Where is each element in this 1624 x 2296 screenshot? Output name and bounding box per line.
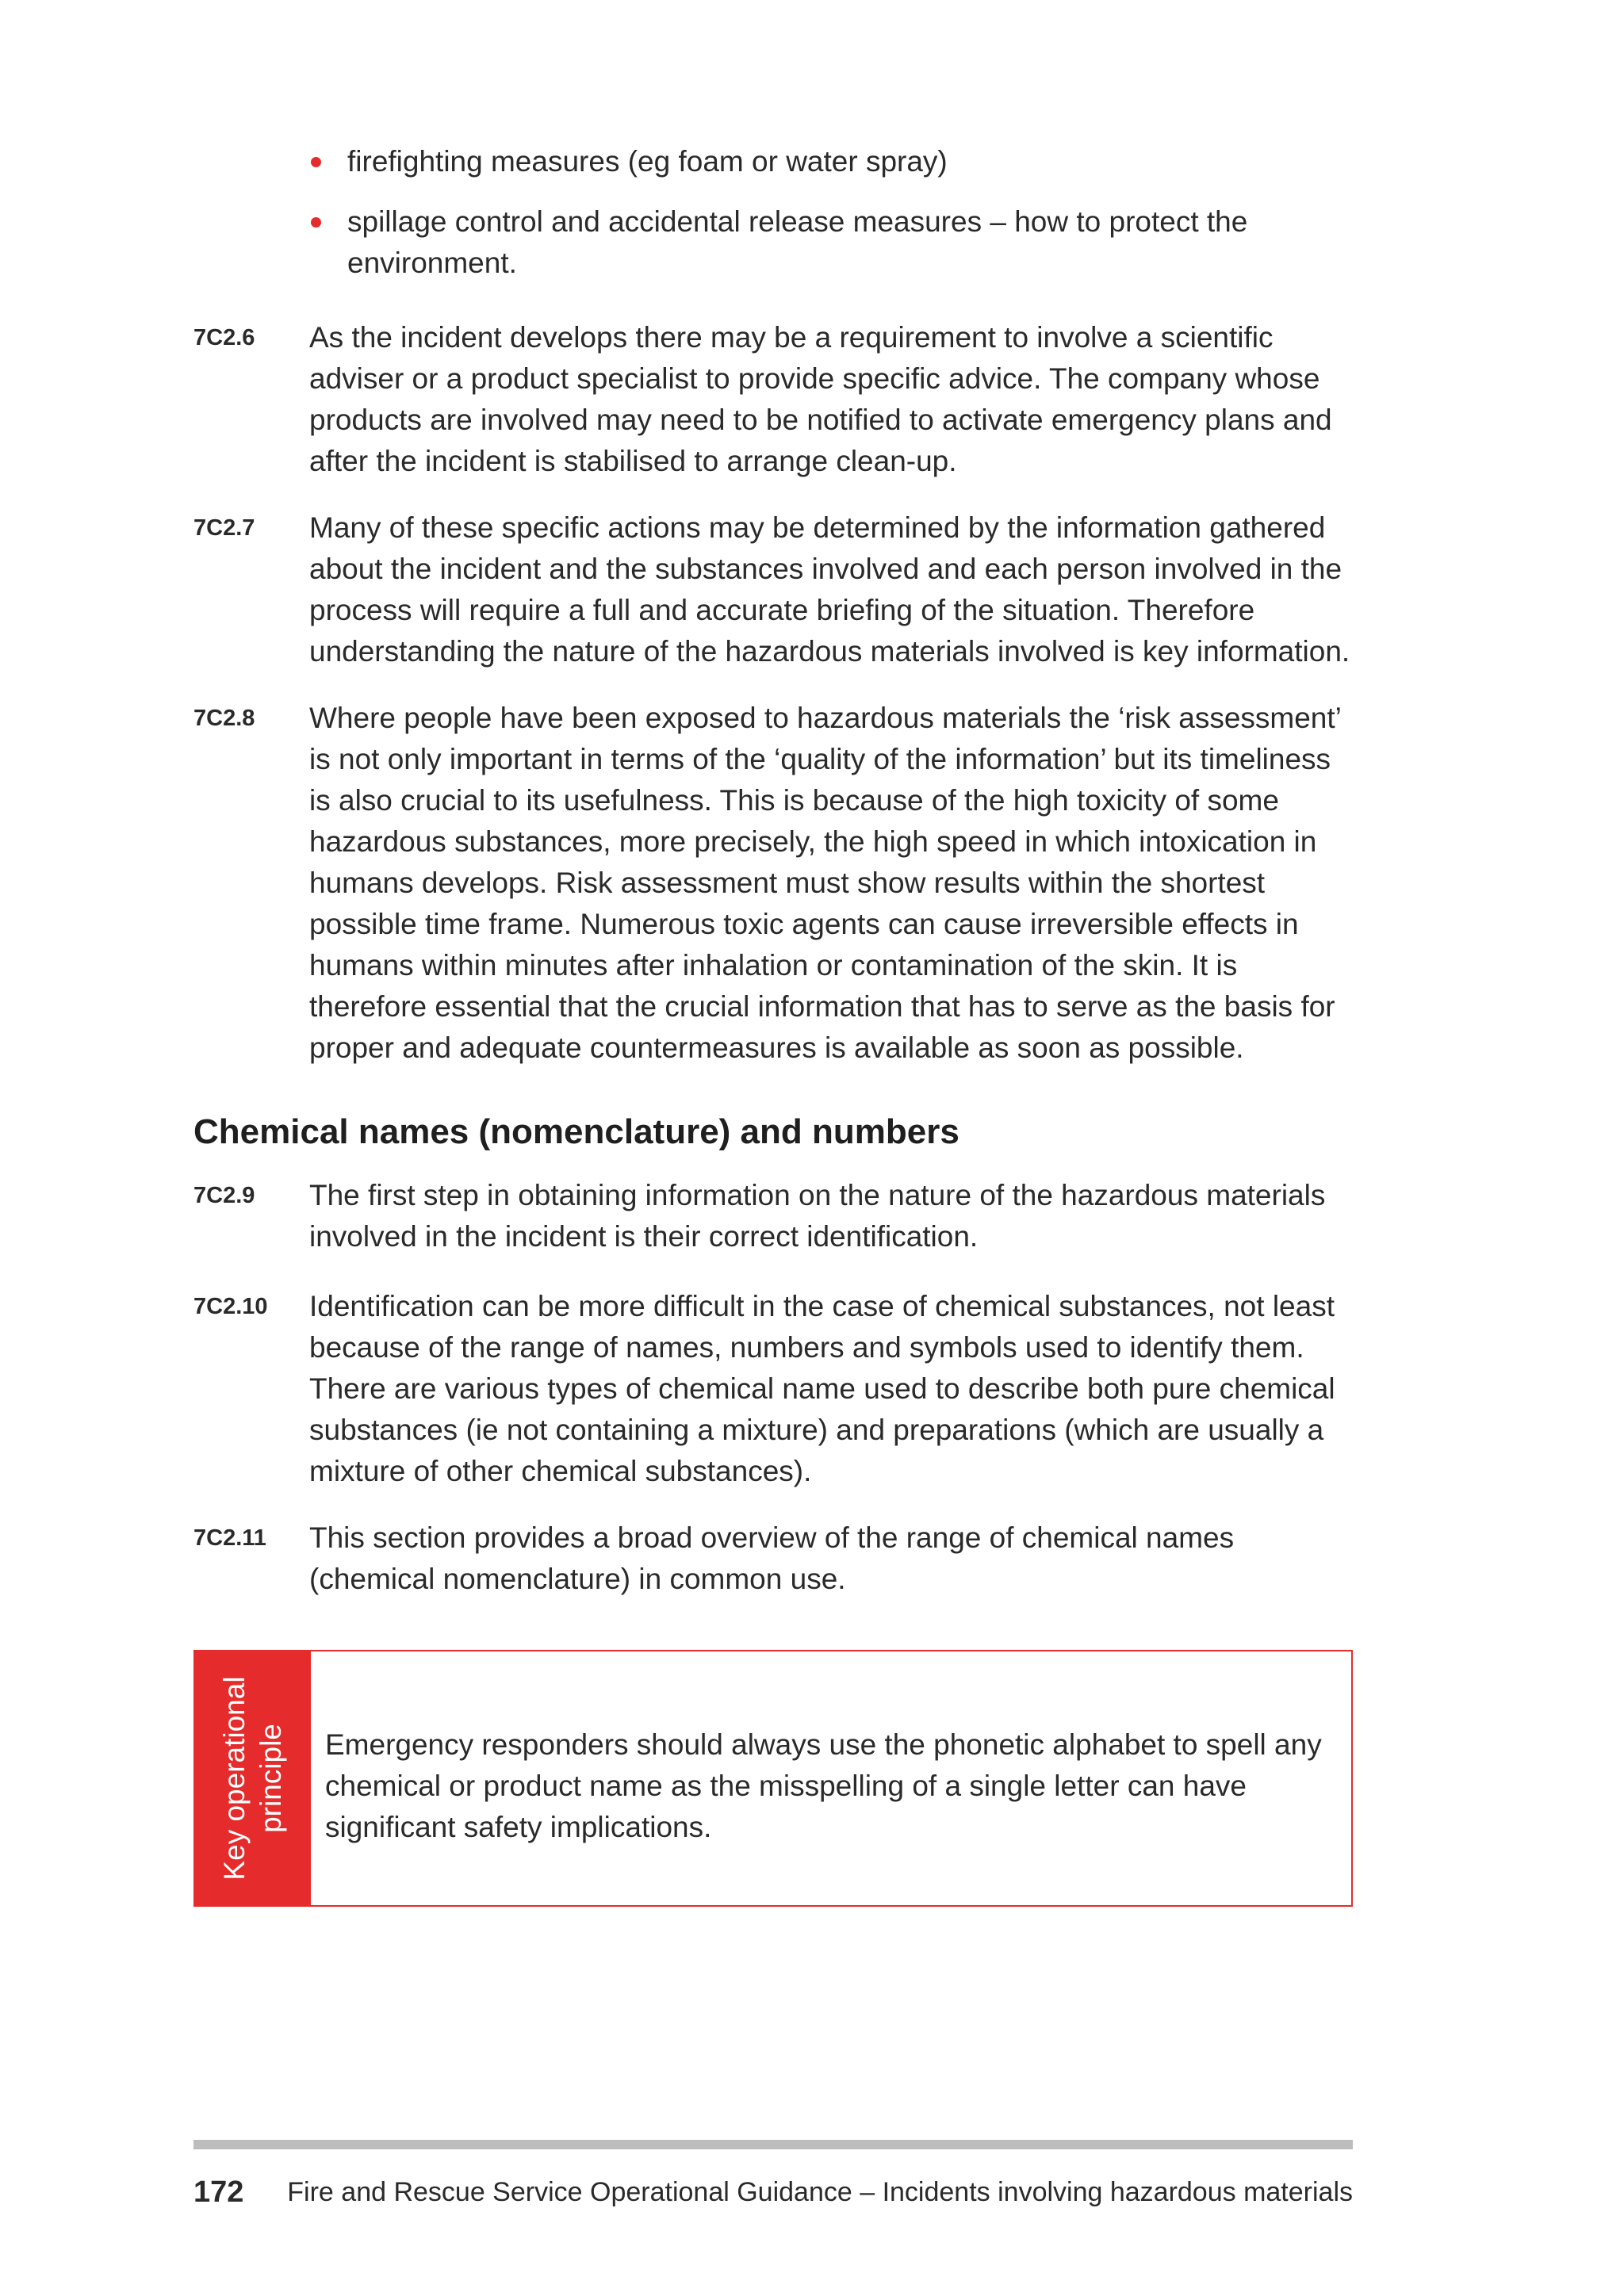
paragraph-number: 7C2.6 — [193, 325, 255, 350]
bullet-dot-icon — [311, 157, 321, 167]
paragraph-7c2-10 — [193, 1286, 1359, 1492]
key-principle-label-line: Key operational — [218, 1676, 251, 1881]
paragraph-7c2-7 — [193, 507, 1359, 672]
bullet-item — [308, 201, 1354, 284]
paragraph-number: 7C2.8 — [193, 706, 255, 731]
paragraph-text: Where people have been exposed to hazardous materials the ‘risk assessment’ is not only important in terms of the ‘quality of the information’ but its timeliness is also crucial to its usefulness. This is because of the high toxicity of some hazardous substances, more precisely, the high speed in which intoxication in humans develops. Risk assessment must show results within the shortest possible time frame. Numerous toxic agents can cause irreversible effects in humans within minutes after inhalation or contamination of the skin. It is therefore essential that the crucial information that has to serve as the basis for proper and adequate countermeasures is available as soon as possible. — [309, 702, 1341, 1064]
bullet-list — [308, 141, 1354, 303]
paragraph-7c2-8 — [193, 698, 1359, 1069]
paragraph-text: This section provides a broad overview of the range of chemical names (chemical nomenclature) in common use. — [309, 1521, 1235, 1595]
paragraph-text: Identification can be more difficult in the case of chemical substances, not least because of the range of names, numbers and symbols used to identify them. There are various types of chemical name used to describe both pure chemical substances (ie not containing a mixture) and preparations (which are usually a mixture of other chemical substances). — [309, 1290, 1335, 1487]
key-principle-text: Emergency responders should always use the phonetic alphabet to spell any chemical or product name as the misspelling of a single letter can have significant safety implications. — [325, 1728, 1322, 1843]
footer-divider — [193, 2140, 1353, 2149]
bullet-text: spillage control and accidental release measures – how to protect the environment. — [347, 205, 1248, 279]
paragraph-7c2-6 — [193, 317, 1359, 482]
paragraph-number: 7C2.9 — [193, 1183, 255, 1208]
key-principle-label-panel — [195, 1651, 311, 1905]
footer-title: Fire and Rescue Service Operational Guidance – Incidents involving hazardous materials — [287, 2177, 1353, 2207]
page-number: 172 — [193, 2175, 244, 2209]
paragraph-text: As the incident develops there may be a requirement to involve a scientific adviser or a product specialist to provide specific advice. The company whose products are involved may need to be notified to activate emergency plans and after the incident is stabilised to arrange clean-up. — [309, 321, 1332, 477]
key-principle-label-line: principle — [255, 1724, 287, 1833]
bullet-dot-icon — [311, 217, 321, 228]
section-heading: Chemical names (nomenclature) and numbers — [193, 1112, 959, 1151]
paragraph-7c2-9 — [193, 1175, 1359, 1257]
bullet-item — [308, 141, 1354, 182]
bullet-text: firefighting measures (eg foam or water spray) — [347, 145, 948, 178]
paragraph-number: 7C2.11 — [193, 1525, 266, 1551]
paragraph-number: 7C2.7 — [193, 515, 255, 541]
key-operational-principle-box — [193, 1650, 1353, 1907]
paragraph-7c2-11 — [193, 1517, 1359, 1600]
key-principle-label — [216, 1676, 289, 1880]
paragraph-number: 7C2.10 — [193, 1294, 268, 1319]
paragraph-text: The first step in obtaining information on the nature of the hazardous materials involved in the incident is their correct identification. — [309, 1179, 1326, 1253]
paragraph-text: Many of these specific actions may be determined by the information gathered about the incident and the substances involved and each person involved in the process will require a full and accurate briefing of the situation. Therefore understanding the nature of the hazardous materials involved is key information. — [309, 511, 1350, 668]
